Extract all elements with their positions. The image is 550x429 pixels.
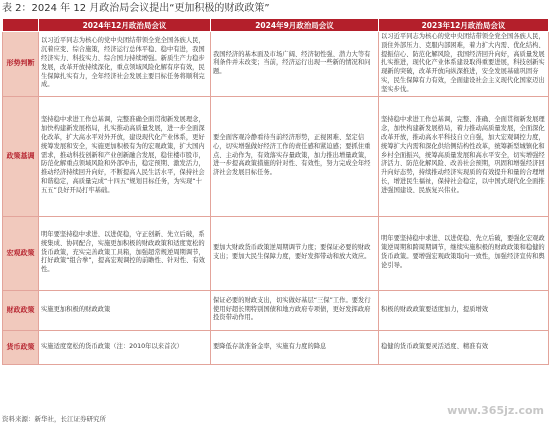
table-row — [3, 96, 549, 216]
policy-comparison-table — [2, 18, 549, 365]
cell-text: 以习近平同志为核心的党中央团结带领全党全国各族人民，沉着应变、综合施策，经济运行总体平稳、稳中有进，我国经济实力、科技实力、综合国力持续增强。新质生产力稳步发展，改革开放持续深化，重点领域风险化解有序有效，民生保障扎实有力，全年经济社会发展主要目标任务将顺利完成。 — [39, 32, 211, 97]
table-title: 表 2：2024 年 12 月政治局会议提出“更加积极的财政政策” — [2, 3, 270, 14]
cell-text: 明年要坚持稳中求进、以进促稳、先立后破，要强化宏观政策逆周期和跨周期调节，继续实施积极的财政政策和稳健的货币政策。要增强宏观政策取向一致性，加强经济宣传和舆论引导。 — [379, 216, 549, 290]
cell-text: 以习近平同志为核心的党中央团结带领全党全国各族人民，顶住外部压力、克服内部困难，着力扩大内需、优化结构、提振信心、防范化解风险，我国经济回升向好，高质量发展扎实推进，现代化产业体系建设取得重要进展，科技创新实现新的突破，改革开放向纵深推进，安全发展基础巩固夯实，民生保障有力有效，全面建设社会主义现代化国家迈出坚实步伐。 — [379, 32, 549, 97]
cell-text: 明年要坚持稳中求进、以进促稳，守正创新、先立后破，系统集成、协同配合，实施更加积极的财政政策和适度宽松的货币政策，充实完善政策工具箱，加强超常规逆周期调节，打好政策“组合拳”，提高宏观调控的前瞻性、针对性、有效性。 — [39, 216, 211, 290]
header-blank — [3, 19, 39, 32]
cell-text: 坚持稳中求进工作总基调，完整、准确、全面贯彻新发展理念，加快构建新发展格局，着力推动高质量发展，全面深化改革开放，推动高水平科技自立自强，加大宏观调控力度，统筹扩大内需和深化供给侧结构性改革，统筹新型城镇化和乡村全面振兴，统筹高质量发展和高水平安全，切实增强经济活力、防范化解风险、改善社会预期，巩固和增强经济回升向好态势，持续推动经济实现质的有效提升和量的合理增长，增进民生福祉，保持社会稳定，以中国式现代化全面推进强国建设、民族复兴伟业。 — [379, 96, 549, 216]
cell-text: 要加大财政货币政策逆周期调节力度；要保证必要的财政支出；要加大民生保障力度，要好发挥带动和放大效应。 — [211, 216, 379, 290]
table-row — [3, 32, 549, 97]
cell-text: 要全面客观冷静看待当前经济形势，正视困难、坚定信心，切实增强做好经济工作的责任感和紧迫感；要抓住重点、主动作为，有效落实存量政策，加力推出增量政策，进一步提高政策措施的针对性、有效性，努力完成全年经济社会发展目标任务。 — [211, 96, 379, 216]
header-row — [3, 19, 549, 32]
row-label-monetary-policy: 货币政策 — [3, 330, 39, 364]
header-2024-dec: 2024年12月政治局会议 — [39, 19, 211, 32]
cell-text: 要降低存款准备金率，实施有力度的降息 — [211, 330, 379, 364]
cell-text: 实施更加积极的财政政策 — [39, 290, 211, 330]
cell-text: 稳健的货币政策要灵活适度、精准有效 — [379, 330, 549, 364]
cell-text: 坚持稳中求进工作总基调，完整准确全面贯彻新发展理念，加快构建新发展格局，扎实推动高质量发展，进一步全面深化改革，扩大高水平对外开放，建设现代化产业体系，更好统筹发展和安全，实施更加积极有为的宏观政策，扩大国内需求，推动科技创新和产业创新融合发展，稳住楼市股市，防范化解重点领域风险和外部冲击，稳定预期、激发活力，推动经济持续回升向好，不断提高人民生活水平，保持社会和谐稳定，高质量完成“十四五”规划目标任务，为实现“十五五”良好开局打牢基础。 — [39, 96, 211, 216]
row-label-fiscal-policy: 财政政策 — [3, 290, 39, 330]
source-note: 资料来源：新华社，长江证券研究所 — [2, 415, 106, 423]
site-watermark: www.365jz.com — [447, 404, 544, 417]
row-label-macro-policy: 宏观政策 — [3, 216, 39, 290]
header-2023-dec: 2023年12月政治局会议 — [379, 19, 549, 32]
header-2024-sep: 2024年9月政治局会议 — [211, 19, 379, 32]
cell-text: 积极的财政政策要适度加力，提质增效 — [379, 290, 549, 330]
cell-text: 实施适度宽松的货币政策（注：2010年以来首次） — [39, 330, 211, 364]
table-row — [3, 216, 549, 290]
row-label-situation: 形势判断 — [3, 32, 39, 97]
row-label-policy-tone: 政策基调 — [3, 96, 39, 216]
cell-text: 我国经济的基本面及市场广阔、经济韧性强、潜力大等有利条件并未改变；当前，经济运行出现一些新的情况和问题。 — [211, 32, 379, 97]
table-row — [3, 330, 549, 364]
cell-text: 保证必要的财政支出，切实做好基层“三保”工作。要发行使用好超长期特别国债和地方政府专项债，更好发挥政府投资带动作用。 — [211, 290, 379, 330]
table-row — [3, 290, 549, 330]
